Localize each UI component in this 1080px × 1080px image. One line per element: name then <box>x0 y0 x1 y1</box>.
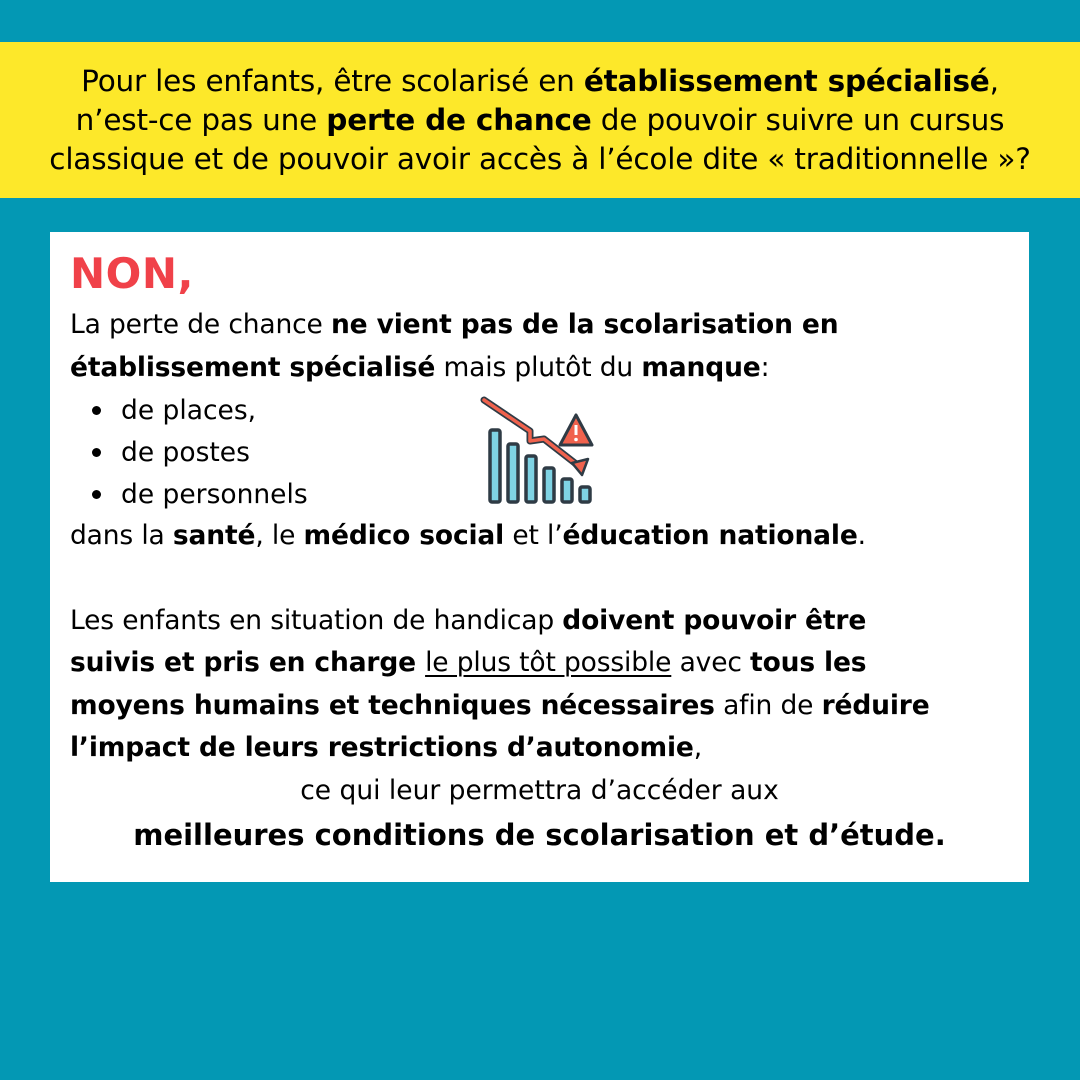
spacer <box>70 558 1009 600</box>
q-emphasis: établissement spécialisé <box>583 63 990 98</box>
warning-triangle-icon <box>560 415 592 445</box>
text: et l’ <box>504 520 563 551</box>
emphasis: établissement spécialisé <box>70 351 436 383</box>
emphasis: doivent pouvoir être <box>562 604 867 636</box>
q-text: classique et de pouvoir avoir accès à l’école dite « traditionnelle »? <box>49 141 1031 176</box>
q-text: , <box>989 63 999 98</box>
list-item-label: de personnels <box>121 478 308 510</box>
emphasis: moyens humains et techniques nécessaires <box>70 689 715 721</box>
chart-bar <box>508 444 518 502</box>
text: La perte de chance <box>70 309 331 340</box>
q-text: de pouvoir suivre un cursus <box>591 102 1005 137</box>
text: : <box>760 351 770 383</box>
underlined-emphasis: le plus tôt possible <box>425 647 672 678</box>
arrow-head <box>572 459 588 475</box>
bullet-icon <box>92 406 101 415</box>
emphasis: tous les <box>750 647 867 678</box>
text: mais plutôt du <box>435 351 642 383</box>
bullet-icon <box>92 490 101 499</box>
emphasis: éducation nationale <box>562 520 858 551</box>
declining-bar-chart-svg <box>480 395 600 507</box>
chart-bar <box>580 487 590 502</box>
emphasis: l’impact de leurs restrictions d’autonomie <box>70 732 694 763</box>
text: avec <box>671 647 751 678</box>
declining-bar-chart-icon <box>480 395 600 507</box>
chart-bar <box>562 479 572 502</box>
emphasis: santé <box>172 520 256 551</box>
answer-card <box>50 232 1029 882</box>
q-text: Pour les enfants, être scolarisé en <box>81 63 584 98</box>
chart-bar <box>490 430 500 502</box>
list-item-label: de places, <box>121 394 257 426</box>
emphasis: médico social <box>303 520 505 551</box>
text: afin de <box>714 689 822 721</box>
emphasis: réduire <box>821 689 930 721</box>
chart-bar <box>526 456 536 502</box>
emphasis: suivis et pris en charge <box>70 647 426 678</box>
q-text: n’est-ce pas une <box>75 102 327 137</box>
bullet-icon <box>92 448 101 457</box>
text: . <box>857 520 866 551</box>
list-item-label: de postes <box>121 436 250 468</box>
text: dans la <box>70 520 173 551</box>
q-emphasis: perte de chance <box>326 102 592 137</box>
conclusion-intro: ce qui leur permettra d’accéder aux <box>300 774 779 806</box>
text: , le <box>255 520 304 551</box>
conclusion-emphasis: meilleures conditions de scolarisation et d’étude. <box>133 817 946 852</box>
paragraph-1 <box>70 304 1009 389</box>
paragraph-3 <box>70 600 1009 770</box>
paragraph-2 <box>70 515 1009 558</box>
chart-bar <box>544 468 554 502</box>
question-banner <box>0 42 1080 198</box>
text: , <box>693 732 703 763</box>
question-text <box>49 62 1030 179</box>
emphasis: ne vient pas de la scolarisation en <box>330 309 839 340</box>
text: Les enfants en situation de handicap <box>70 604 563 636</box>
emphasis: manque <box>641 351 761 383</box>
answer-heading: NON, <box>70 249 194 298</box>
